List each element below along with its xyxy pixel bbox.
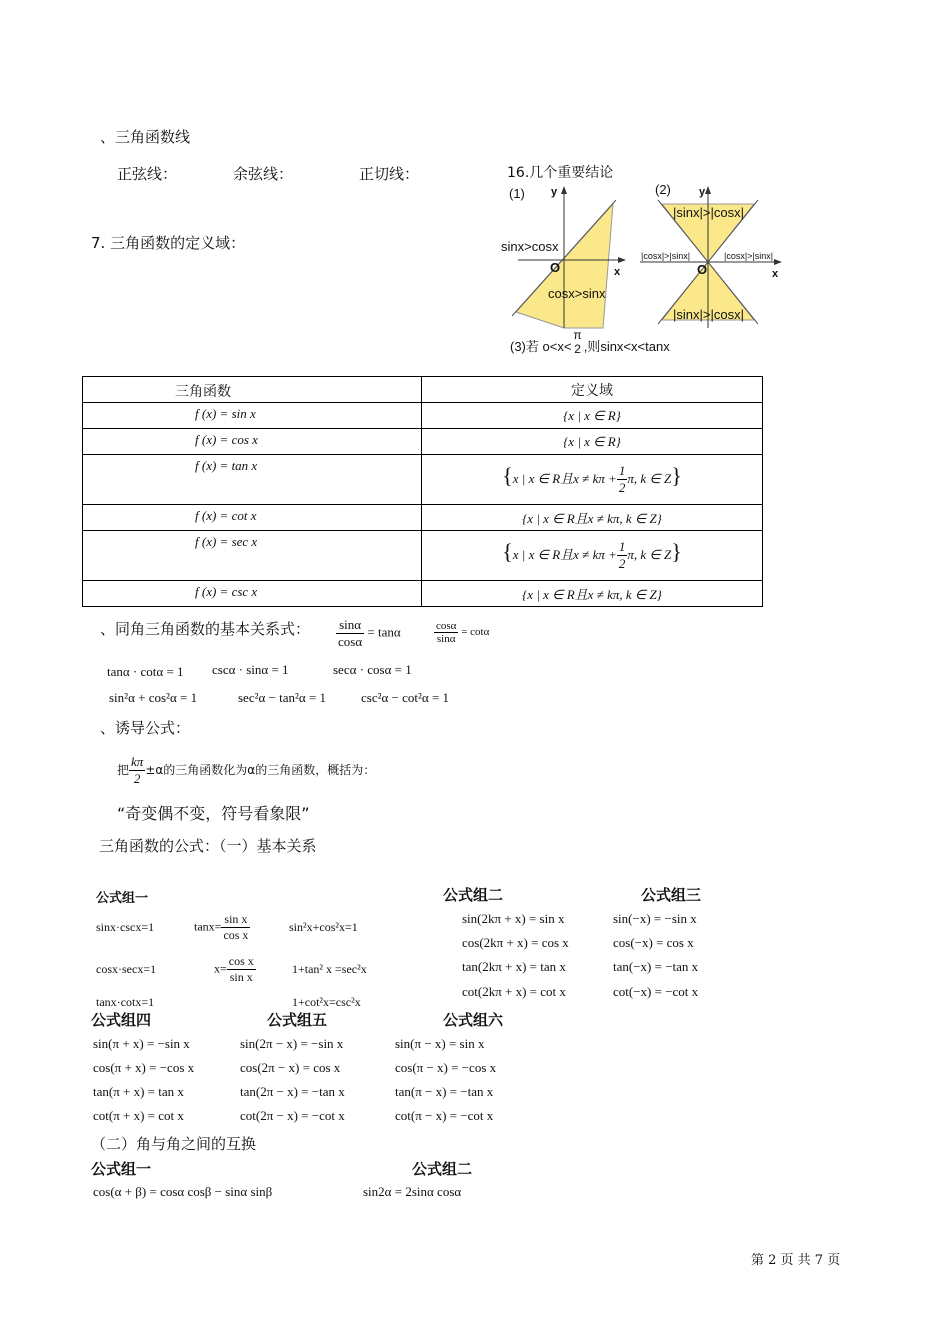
fraction-denominator: 2 xyxy=(574,341,581,356)
fig2-y-label: y xyxy=(699,186,706,198)
fig2-right-region-label: |cosx|>|sinx| xyxy=(724,251,774,261)
group1-formula: sin²x+cos²x=1 xyxy=(289,920,358,934)
angles-group2-formula: sin2α = 2sinα cosα xyxy=(363,1184,462,1199)
group5-formula: tan(2π − x) = −tan x xyxy=(240,1084,345,1099)
domain-text-post: π, k ∈ Z xyxy=(627,470,672,486)
formulas-title: 三角函数的公式：（一）基本关系 xyxy=(99,837,317,855)
fraction-numerator: π xyxy=(573,327,582,342)
reciprocal-identity: tanα · cotα = 1 xyxy=(107,664,184,679)
table-row xyxy=(83,505,763,531)
group3-formula: tan(−x) = −tan x xyxy=(613,959,699,974)
fig1-lower-region-label: cosx>sinx xyxy=(548,286,606,301)
table-row xyxy=(83,531,763,581)
function-cell: f (x) = tan x xyxy=(83,455,422,505)
group2-formula: cos(2kπ + x) = cos x xyxy=(462,935,569,950)
fraction-numerator: cos x xyxy=(228,954,254,968)
domain-cell xyxy=(422,531,763,581)
domain-text-pre: x | x ∈ R且x ≠ kπ + xyxy=(512,546,617,562)
domain-cell: {x | x ∈ R且x ≠ kπ, k ∈ Z} xyxy=(422,505,763,531)
fraction-numerator: 1 xyxy=(618,463,626,479)
square-identity: csc²α − cot²α = 1 xyxy=(361,690,450,705)
fig2-label: (2) xyxy=(655,182,671,197)
pi-over-2-fraction xyxy=(571,328,583,356)
square-identity: sin²α + cos²α = 1 xyxy=(109,690,198,705)
header-domain: 定义域 xyxy=(422,377,763,403)
fig2-x-label: x xyxy=(772,268,779,280)
group3-formula: cot(−x) = −cot x xyxy=(613,984,699,999)
function-cell: f (x) = sec x xyxy=(83,531,422,581)
cosine-line-label: 余弦线： xyxy=(233,165,294,183)
conclusions-title: 16.几个重要结论 xyxy=(507,165,614,181)
table-header-row xyxy=(83,377,763,403)
fig1-y-label: y xyxy=(551,186,558,198)
group2-formula: tan(2kπ + x) = tan x xyxy=(462,959,566,974)
fig2-origin-label: O xyxy=(697,262,708,277)
group6-formula: sin(π − x) = sin x xyxy=(395,1036,485,1051)
angles-group1-label: 公式组一 xyxy=(91,1160,152,1178)
group1-formula: cosx·secx=1 xyxy=(96,962,157,976)
angles-group1-formula: cos(α + β) = cosα cosβ − sinα sinβ xyxy=(93,1184,273,1199)
group6-formula: cot(π − x) = −cot x xyxy=(395,1108,494,1123)
identity-rhs: = cotα xyxy=(461,626,490,639)
fraction-denominator: sin x xyxy=(229,970,253,984)
fraction-denominator: 2 xyxy=(618,556,626,572)
fraction-numerator: 1 xyxy=(618,539,626,555)
sine-line-label: 正弦线： xyxy=(117,165,178,183)
group1-formula xyxy=(194,912,250,943)
domain-cell: {x | x ∈ R且x ≠ kπ, k ∈ Z} xyxy=(422,581,763,607)
formula-lhs: tanx= xyxy=(194,919,222,934)
function-cell: f (x) = sin x xyxy=(83,403,422,429)
fraction-numerator: cosα xyxy=(436,620,457,632)
group4-formula: cos(π + x) = −cos x xyxy=(93,1060,195,1075)
fig2-bottom-region-label: |sinx|>|cosx| xyxy=(673,307,744,322)
group6-formula: cos(π − x) = −cos x xyxy=(395,1060,497,1075)
domain-cell: {x | x ∈ R} xyxy=(422,403,763,429)
group1-formula: sinx·cscx=1 xyxy=(96,920,155,934)
figure-sinx-cosx xyxy=(498,182,634,332)
group1-formula: 1+tan² x =sec²x xyxy=(292,962,367,976)
induction-text xyxy=(117,754,375,787)
right-brace: } xyxy=(671,538,682,564)
group6-formula: tan(π − x) = −tan x xyxy=(395,1084,494,1099)
table-row xyxy=(83,403,763,429)
domain-cell: {x | x ∈ R} xyxy=(422,429,763,455)
left-brace: { xyxy=(502,538,513,564)
fig1-origin-label: O xyxy=(550,260,561,275)
table-row xyxy=(83,455,763,505)
identity-tan xyxy=(336,617,401,650)
group1-formula: tanx·cotx=1 xyxy=(96,995,155,1009)
fraction-denominator: cosα xyxy=(338,634,363,649)
domain-text-pre: x | x ∈ R且x ≠ kπ + xyxy=(512,470,617,486)
left-brace: { xyxy=(502,462,513,488)
domain-table xyxy=(82,376,763,607)
formula-fraction xyxy=(227,954,256,985)
cos-over-sin-fraction xyxy=(434,620,458,645)
tangent-line-label: 正切线： xyxy=(359,165,420,183)
group1-label: 公式组一 xyxy=(96,891,149,906)
domain-text-post: π, k ∈ Z xyxy=(627,546,672,562)
fig2-left-region-label: |cosx|>|sinx| xyxy=(641,251,691,261)
fig1-upper-region-label: sinx>cosx xyxy=(501,239,559,254)
reciprocal-identity: secα · cosα = 1 xyxy=(333,662,412,677)
induction-text-post: ±α的三角函数化为α的三角函数，概括为： xyxy=(145,763,376,777)
group5-formula: cos(2π − x) = cos x xyxy=(240,1060,341,1075)
function-cell: f (x) = cot x xyxy=(83,505,422,531)
section-title-trig-lines: 、三角函数线 xyxy=(100,128,191,146)
fraction-denominator: sinα xyxy=(436,633,456,645)
induction-title: 、诱导公式： xyxy=(100,719,191,737)
table-row xyxy=(83,581,763,607)
domain-cell xyxy=(422,455,763,505)
group3-label: 公式组三 xyxy=(641,886,702,904)
group4-formula: cot(π + x) = cot x xyxy=(93,1108,184,1123)
group3-formula: cos(−x) = cos x xyxy=(613,935,694,950)
sin-over-cos-fraction xyxy=(336,617,364,650)
k-pi-over-2-fraction xyxy=(129,754,145,787)
group1-formula: 1+cot²x=csc²x xyxy=(292,995,361,1009)
fraction-denominator: 2 xyxy=(133,771,141,786)
fraction-numerator: sin x xyxy=(221,912,250,928)
group4-formula: tan(π + x) = tan x xyxy=(93,1084,184,1099)
half-fraction xyxy=(617,463,628,496)
function-cell: f (x) = cos x xyxy=(83,429,422,455)
formula-lhs: x= xyxy=(214,961,227,976)
section-title-domain: 7. 三角函数的定义域： xyxy=(91,234,246,252)
conclusion-3 xyxy=(510,327,670,356)
conclusion-3-prefix: (3)若 o<x< xyxy=(510,339,572,354)
fig1-label: (1) xyxy=(509,186,525,201)
fraction-denominator: cos x xyxy=(223,928,249,942)
group5-label: 公式组五 xyxy=(267,1011,328,1029)
fig2-top-region-label: |sinx|>|cosx| xyxy=(673,205,744,220)
function-cell: f (x) = csc x xyxy=(83,581,422,607)
group1-formula xyxy=(214,954,256,985)
identities-title: 、同角三角函数的基本关系式： xyxy=(100,620,311,638)
header-function: 三角函数 xyxy=(83,377,422,403)
formula-fraction xyxy=(221,912,250,943)
group3-formula: sin(−x) = −sin x xyxy=(613,911,697,926)
group2-label: 公式组二 xyxy=(443,886,504,904)
group5-formula: sin(2π − x) = −sin x xyxy=(240,1036,344,1051)
group5-formula: cot(2π − x) = −cot x xyxy=(240,1108,345,1123)
right-brace: } xyxy=(671,462,682,488)
angles-group2-label: 公式组二 xyxy=(412,1160,473,1178)
page-number: 第 2 页 共 7 页 xyxy=(751,1253,841,1268)
group2-formula: sin(2kπ + x) = sin x xyxy=(462,911,565,926)
group2-formula: cot(2kπ + x) = cot x xyxy=(462,984,566,999)
group4-label: 公式组四 xyxy=(91,1011,152,1029)
group6-label: 公式组六 xyxy=(443,1011,504,1029)
half-fraction xyxy=(617,539,628,572)
fraction-numerator: sinα xyxy=(336,617,364,634)
group4-formula: sin(π + x) = −sin x xyxy=(93,1036,190,1051)
table-row xyxy=(83,429,763,455)
identity-rhs: = tanα xyxy=(367,624,401,640)
fig1-x-label: x xyxy=(614,266,621,278)
angles-title: （二）角与角之间的互换 xyxy=(91,1135,257,1153)
induction-mnemonic: “奇变偶不变，符号看象限” xyxy=(117,804,310,823)
conclusion-3-suffix: ,则sinx<x<tanx xyxy=(583,339,670,354)
induction-text-pre: 把 xyxy=(117,763,130,777)
identity-cot xyxy=(434,620,489,645)
fraction-denominator: 2 xyxy=(618,480,626,496)
fraction-numerator: kπ xyxy=(131,754,144,769)
square-identity: sec²α − tan²α = 1 xyxy=(238,690,327,705)
reciprocal-identity: cscα · sinα = 1 xyxy=(212,662,289,677)
